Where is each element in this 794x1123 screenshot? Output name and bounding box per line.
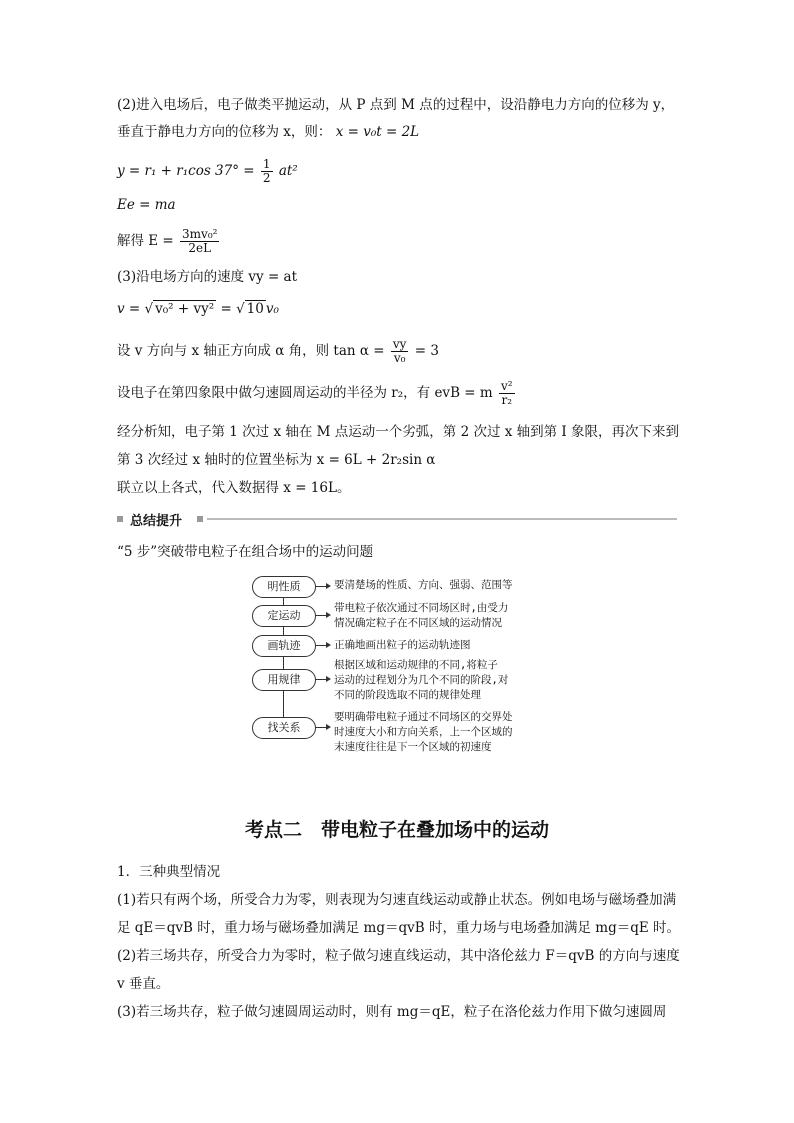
text-line-1: (2)进入电场后，电子做类平抛运动，从 P 点到 M 点的过程中，设沿静电力方向的位移为 y， [117, 97, 675, 113]
equation-tan-right: = 3 [414, 343, 439, 359]
summary-heading-text: 总结提升 [130, 514, 183, 529]
flow-desc-line: 不同的阶段选取不同的规律处理 [334, 689, 481, 701]
flow-desc-line: 正确地画出粒子的运动轨迹图 [334, 639, 471, 651]
section-para-1: (1)若只有两个场，所受合力为零，则表现为匀速直线运动或静止状态。例如电场与磁场叠加满足 qE＝qvB 时，重力场与磁场叠加满足 mg＝qvB 时，重力场与电场叠加满足 mg＝qE 时。 [117, 892, 681, 936]
flow-desc-3 [334, 638, 471, 653]
flow-desc-1 [334, 578, 513, 593]
fraction-den: v₀ [393, 351, 406, 365]
fraction-num: v² [500, 379, 513, 393]
flow-node-4: 用规律 [252, 669, 316, 691]
flow-desc-line: 情况确定粒子在不同区域的运动情况 [334, 617, 502, 629]
arrow-right-icon [315, 615, 329, 616]
equation-y [117, 158, 298, 185]
equation-e-left: 解得 E = [117, 233, 174, 249]
summary-subtitle: “5 步”突破带电粒子在组合场中的运动问题 [117, 544, 374, 560]
fraction-half [261, 158, 273, 185]
arrow-right-icon [315, 645, 329, 646]
text-line-10: 经分析知，电子第 1 次过 x 轴在 M 点运动一个劣弧，第 2 次过 x 轴到第 Ⅰ 象限，再次下来到 [117, 424, 680, 440]
text-line-11: 第 3 次经过 x 轴时的位置坐标为 x = 6L + 2r₂sin α [117, 452, 436, 468]
equation-x: x = v₀t = 2L [335, 124, 420, 140]
heading-rule [207, 518, 677, 520]
text-line-2a: 垂直于静电力方向的位移为 x，则： [117, 124, 332, 140]
equation-e [117, 228, 221, 255]
fraction-den: 2eL [188, 241, 212, 255]
flow-desc-line: 运动的过程划分为几个不同的阶段,对 [334, 674, 509, 686]
arrow-right-icon [315, 727, 329, 728]
equation-evb [117, 380, 517, 407]
fraction-evb [499, 380, 515, 407]
bullet-square [197, 516, 203, 522]
flow-node-2: 定运动 [252, 605, 316, 627]
text-line-6: (3)沿电场方向的速度 vy = at [117, 269, 298, 285]
equation-y-right: at² [278, 163, 298, 179]
text-line-2 [117, 123, 419, 141]
fraction-tan [391, 338, 409, 365]
equation-evb-left: 设电子在第四象限中做匀速圆周运动的半径为 r₂，有 evB = m [117, 385, 493, 401]
equation-ee [117, 196, 176, 214]
flow-desc-line: 末速度往往是下一个区域的初速度 [334, 741, 492, 753]
fraction-den: r₂ [501, 393, 513, 407]
flow-diagram [248, 572, 568, 760]
equals-sign: = [220, 301, 232, 317]
fraction-num: 1 [262, 157, 271, 171]
sqrt-term-2: 10 [246, 301, 264, 317]
equation-tan-left: 设 v 方向与 x 轴正方向成 α 角，则 tan α = [117, 343, 385, 359]
bullet-square [117, 516, 123, 522]
flow-desc-line: 带电粒子依次通过不同场区时,由受力 [334, 602, 509, 614]
arrow-right-icon [315, 586, 329, 587]
flow-desc-line: 要明确带电粒子通过不同场区的交界处 [334, 711, 513, 723]
flow-node-5: 找关系 [252, 717, 316, 739]
fraction-num: 3mv₀² [182, 227, 218, 241]
equation-ee-text: Ee = ma [117, 197, 176, 213]
equation-y-left: y = r₁ + r₁cos 37° = [117, 163, 255, 179]
text-line-12: 联立以上各式，代入数据得 x = 16L。 [117, 480, 351, 496]
section-item-heading: 1．三种典型情况 [117, 864, 221, 880]
flow-desc-5 [334, 710, 513, 755]
section-title: 考点二 带电粒子在叠加场中的运动 [244, 819, 549, 841]
equation-v-left: v = [117, 301, 141, 317]
flow-desc-line: 要清楚场的性质、方向、强弱、范围等 [334, 579, 513, 591]
equation-v-right: v₀ [265, 301, 279, 317]
flow-desc-line: 时速度大小和方向关系，上一个区域的 [334, 726, 513, 738]
equation-v: v = √ v₀² + vy² = √ 10 v₀ [117, 301, 279, 317]
section-para-3: (3)若三场共存，粒子做匀速圆周运动时，则有 mg＝qE，粒子在洛伦兹力作用下做匀速圆周 [117, 1004, 667, 1020]
sqrt-term-1: v₀² + vy² [155, 301, 215, 317]
summary-heading [117, 510, 677, 528]
fraction-e [180, 228, 219, 255]
section-para-2: (2)若三场共存，所受合力为零时，粒子做匀速直线运动，其中洛伦兹力 F＝qvB 的方向与速度 v 垂直。 [117, 948, 680, 992]
flow-desc-4 [334, 658, 508, 703]
fraction-num: vy [392, 337, 407, 351]
arrow-right-icon [315, 679, 329, 680]
equation-tan [117, 338, 439, 365]
flow-node-3: 画轨迹 [252, 635, 316, 657]
flow-desc-line: 根据区域和运动规律的不同,将粒子 [334, 659, 498, 671]
flow-desc-2 [334, 601, 508, 631]
flow-node-1: 明性质 [252, 576, 316, 598]
fraction-den: 2 [262, 171, 271, 185]
